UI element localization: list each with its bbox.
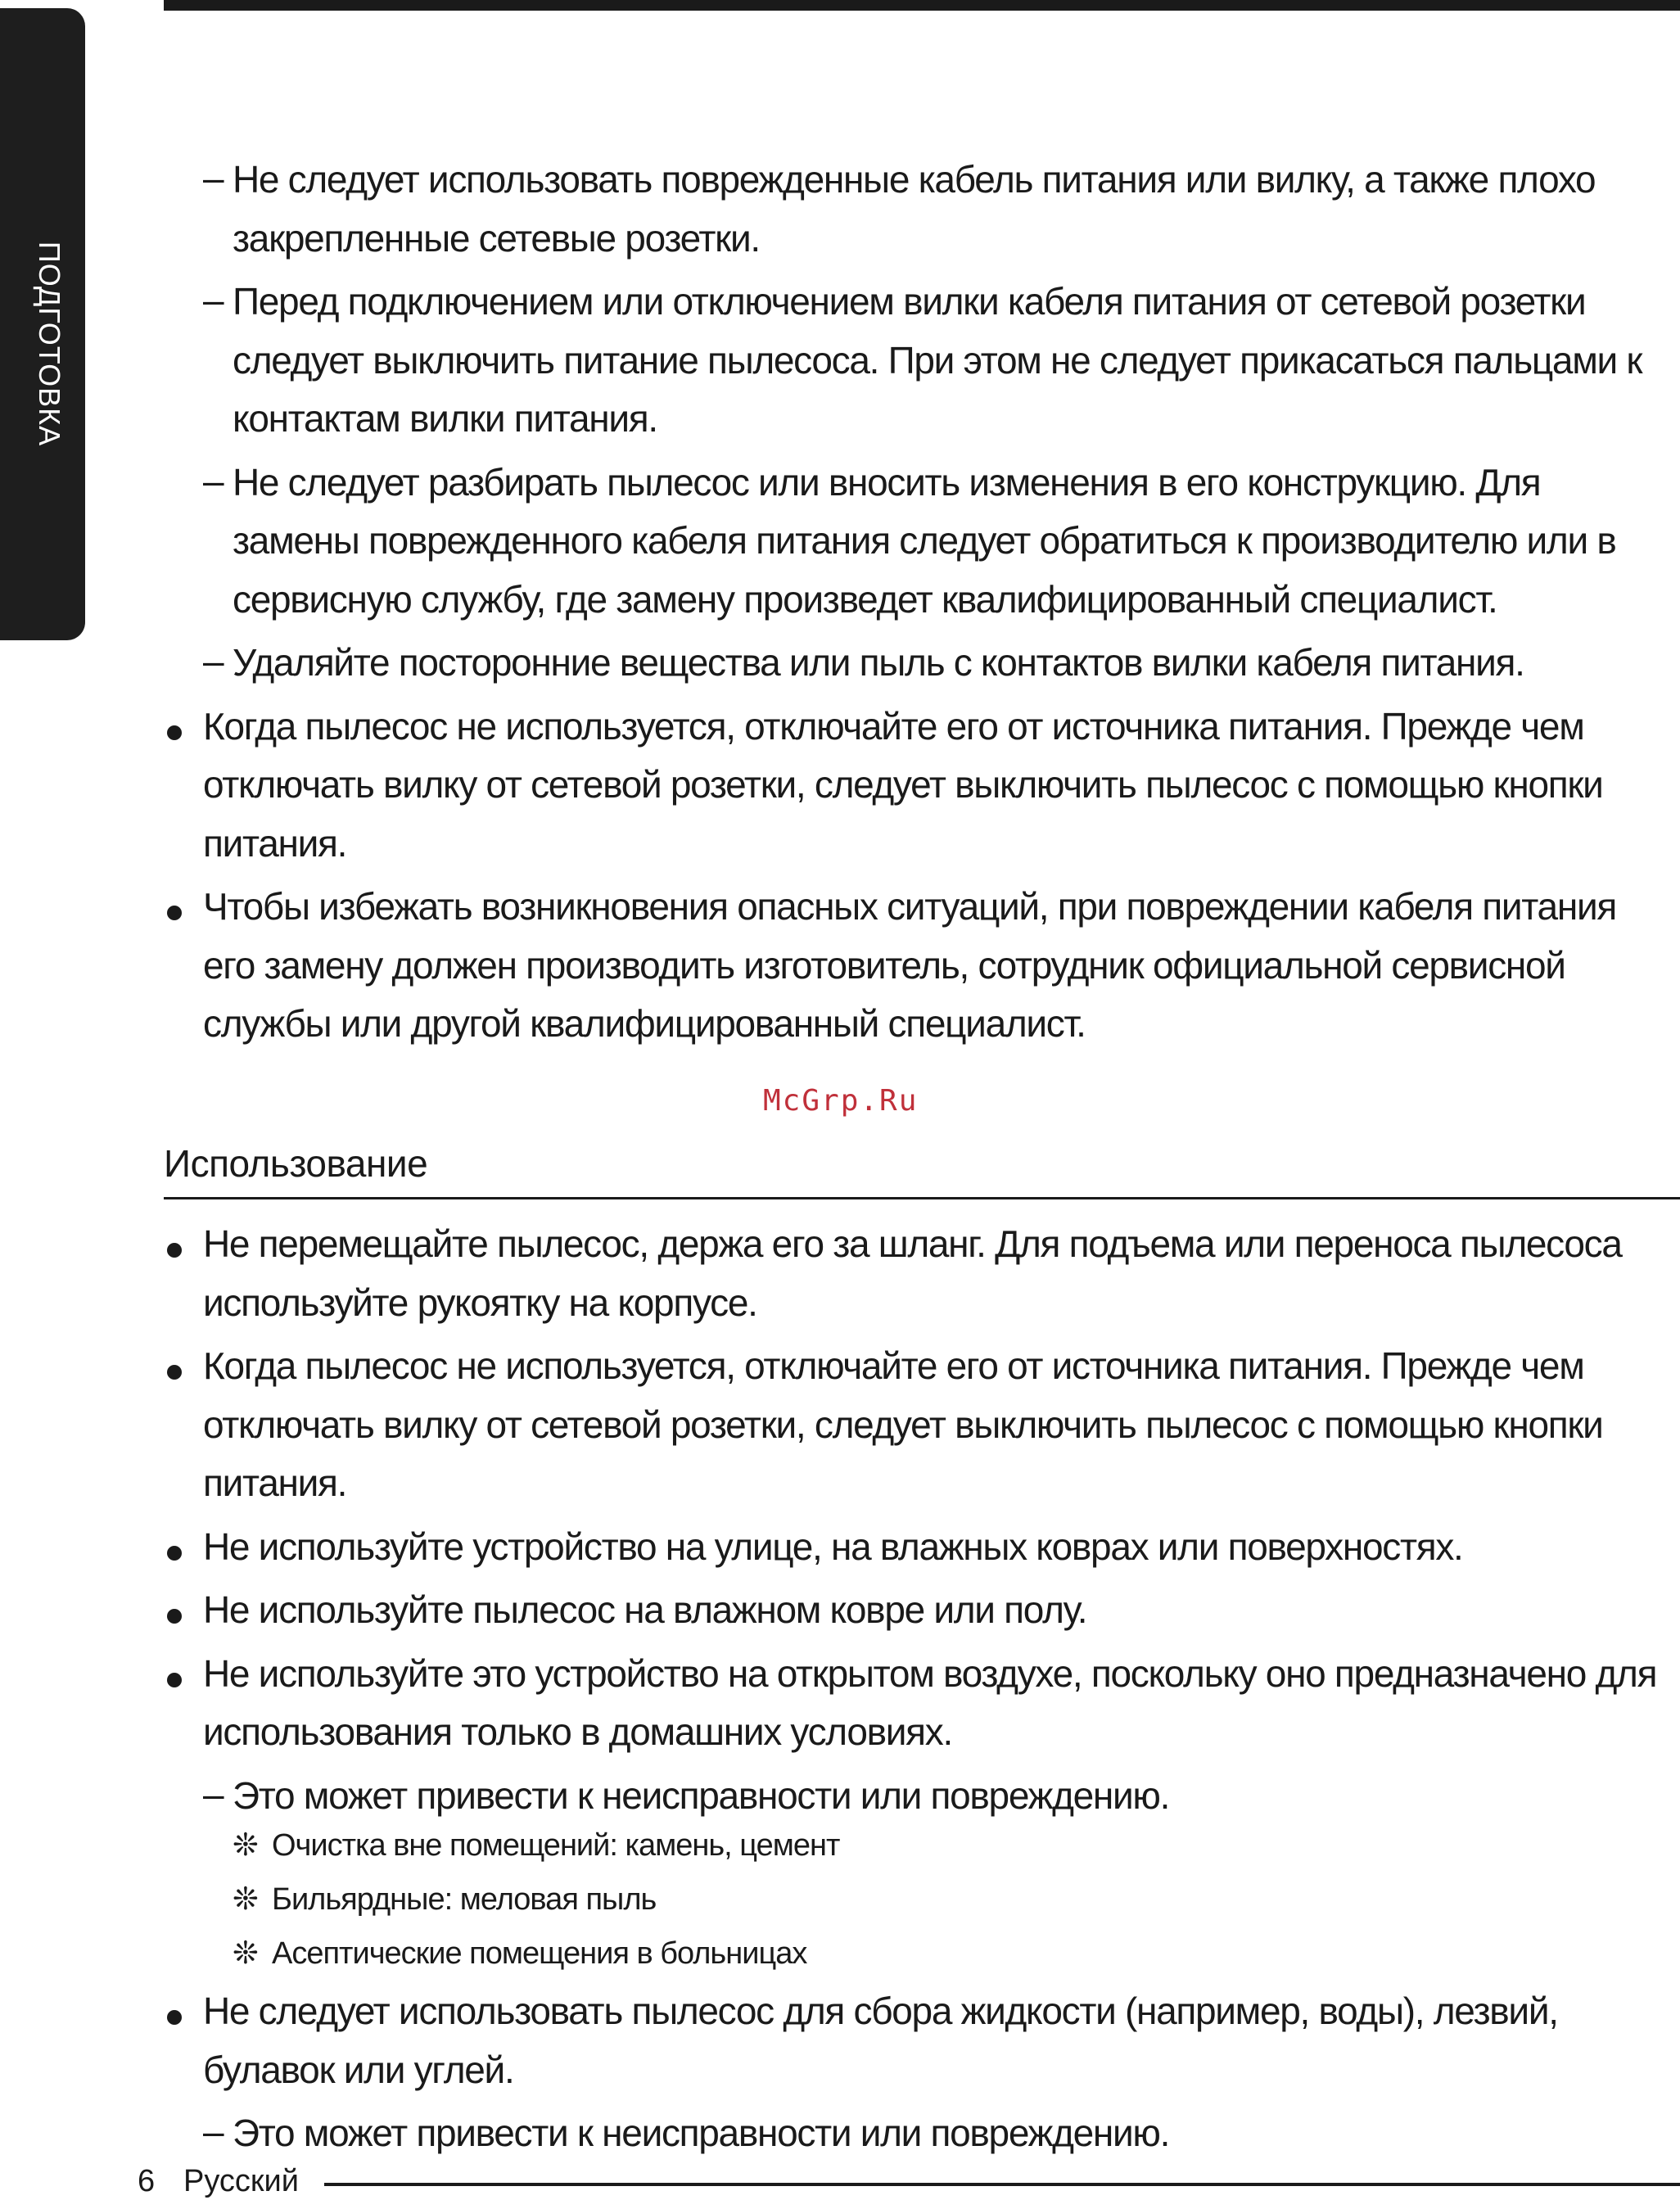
list-item-text: Не следует использовать пылесос для сбора жидкости (например, воды), лезвий, xyxy=(203,1990,1558,2032)
list-item-text: контактам вилки питания. xyxy=(233,397,657,440)
list-item-text: следует выключить питание пылесоса. При этом не следует прикасаться пальцами к xyxy=(233,338,1642,382)
list-item-text: Чтобы избежать возникновения опасных ситуаций, при повреждении кабеля питания xyxy=(203,885,1616,928)
list-item-text: использования только в домашних условиях. xyxy=(203,1710,952,1753)
list-item-text: Удаляйте посторонние вещества или пыль с контактов вилки кабеля питания. xyxy=(233,641,1524,684)
list-item-text: используйте рукоятку на корпусе. xyxy=(203,1281,757,1324)
list-item-text: Не используйте это устройство на открытом воздухе, поскольку оно предназначено для xyxy=(203,1651,1657,1695)
list-item-text: Перед подключением или отключением вилки кабеля питания от сетевой розетки xyxy=(233,280,1586,323)
dash-marker: – xyxy=(203,1772,224,1815)
list-item-text: закрепленные сетевые розетки. xyxy=(233,216,760,260)
bullet-marker xyxy=(167,1609,182,1624)
note-icon: ❊ xyxy=(233,1882,259,1917)
list-item-text: его замену должен производить изготовитель, сотрудник официальной сервисной xyxy=(203,943,1565,987)
note-icon: ❊ xyxy=(233,1828,259,1863)
footer-rule xyxy=(324,2183,1680,2186)
dash-marker: – xyxy=(203,156,224,199)
list-item-text: питания. xyxy=(203,821,347,865)
note-icon: ❊ xyxy=(233,1936,259,1971)
bullet-marker xyxy=(167,2010,182,2025)
bullet-marker xyxy=(167,1365,182,1380)
note-text: Асептические помещения в больницах xyxy=(272,1936,807,1971)
page-number: 6 xyxy=(138,2164,156,2198)
dash-marker: – xyxy=(203,459,224,502)
list-item-text: сервисную службу, где замену произведет квалифицированный специалист. xyxy=(233,577,1497,621)
bullet-marker xyxy=(167,1673,182,1687)
list-item-text: Когда пылесос не используется, отключайте его от источника питания. Прежде чем xyxy=(203,704,1584,748)
watermark: McGrp.Ru xyxy=(763,1084,919,1118)
list-item-text: Не используйте пылесос на влажном ковре или полу. xyxy=(203,1588,1087,1631)
note-text: Очистка вне помещений: камень, цемент xyxy=(272,1828,840,1863)
list-item-text: отключать вилку от сетевой розетки, следует выключить пылесос с помощью кнопки xyxy=(203,1403,1603,1446)
list-item-text: службы или другой квалифицированный специалист. xyxy=(203,1002,1086,1045)
footer-language: Русский xyxy=(183,2164,299,2198)
list-item-text: Не перемещайте пылесос, держа его за шланг. Для подъема или переноса пылесоса xyxy=(203,1222,1622,1265)
section-side-tab xyxy=(0,8,85,640)
list-item-text: Это может привести к неисправности или повреждению. xyxy=(233,2112,1170,2154)
top-rule xyxy=(164,0,1680,11)
list-item-text: замены поврежденного кабеля питания следует обратиться к производителю или в xyxy=(233,519,1616,562)
list-item-text: Не следует разбирать пылесос или вносить изменения в его конструкцию. Для xyxy=(233,460,1541,504)
section-divider xyxy=(164,1197,1680,1199)
list-item-text: Когда пылесос не используется, отключайте его от источника питания. Прежде чем xyxy=(203,1344,1584,1387)
list-item-text: питания. xyxy=(203,1461,347,1504)
list-item-text: булавок или углей. xyxy=(203,2048,514,2091)
dash-marker: – xyxy=(203,278,224,321)
dash-marker: – xyxy=(203,639,224,682)
section-title: Использование xyxy=(164,1142,428,1185)
list-item-text: Не используйте устройство на улице, на влажных коврах или поверхностях. xyxy=(203,1525,1463,1568)
bullet-marker xyxy=(167,1546,182,1561)
side-tab-label: ПОДГОТОВКА xyxy=(33,241,66,447)
list-item-text: Это может привести к неисправности или повреждению. xyxy=(233,1773,1170,1817)
list-item-text: Не следует использовать поврежденные кабель питания или вилку, а также плохо xyxy=(233,158,1596,201)
bullet-marker xyxy=(167,906,182,920)
dash-marker: – xyxy=(203,2110,224,2153)
list-item-text: отключать вилку от сетевой розетки, следует выключить пылесос с помощью кнопки xyxy=(203,763,1603,806)
note-text: Бильярдные: меловая пыль xyxy=(272,1882,657,1917)
bullet-marker xyxy=(167,725,182,740)
bullet-marker xyxy=(167,1243,182,1258)
